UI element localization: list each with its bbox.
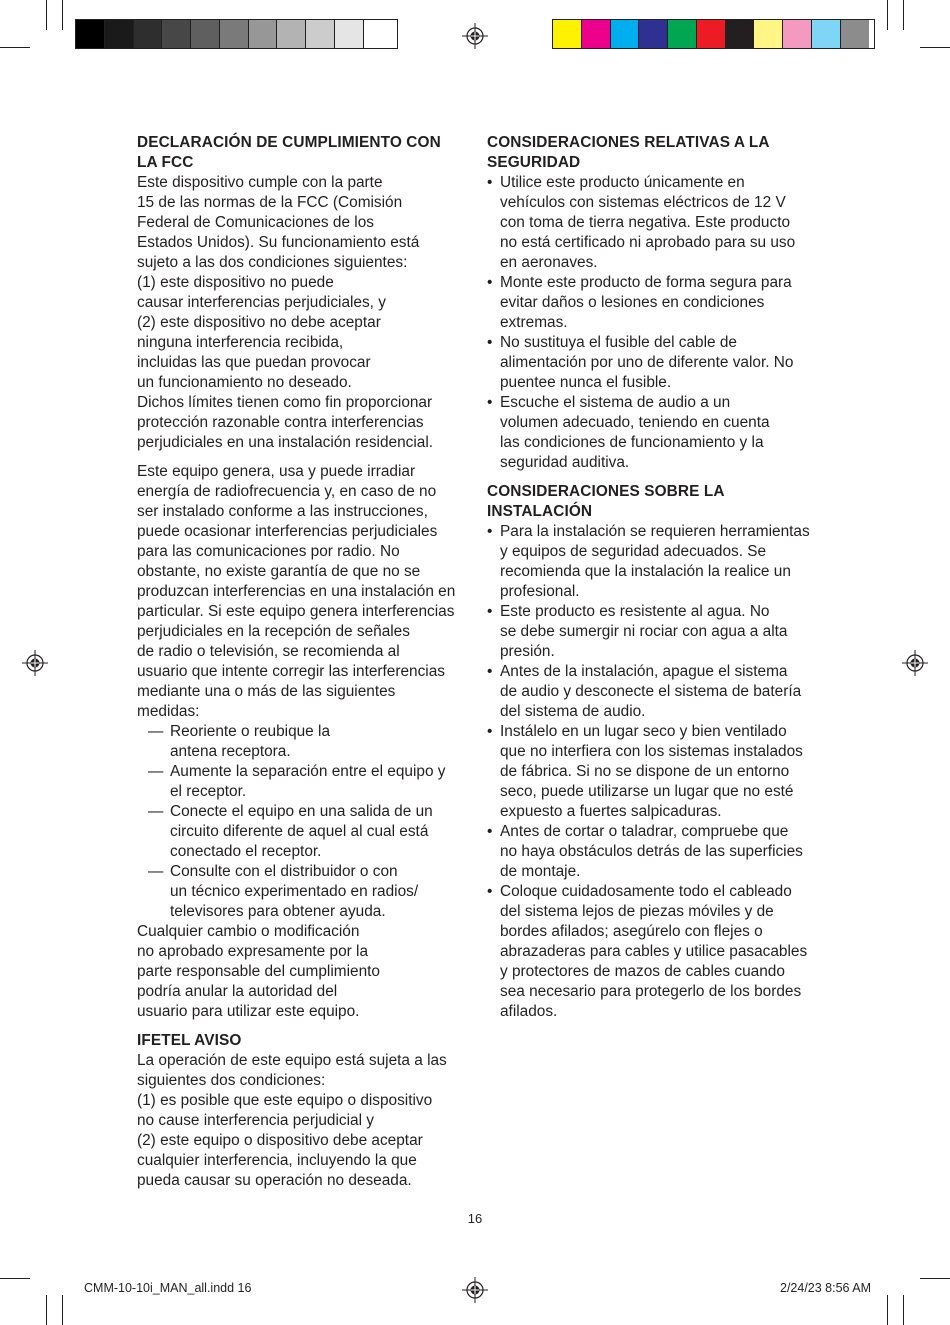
list-item: — Consulte con el distribuidor o con un técnico experimentado en radios/ televisores para obtener ayuda. [148,863,419,920]
right-column [487,133,817,1022]
safety-list [487,173,817,473]
list-item: • Monte este producto de forma segura para evitar daños o lesiones en condiciones extremas. [487,273,817,333]
color-swatch [812,20,841,48]
color-swatch [191,20,220,48]
list-item: — Conecte el equipo en una salida de un circuito diferente de aquel al cual está conectado el receptor. [148,803,433,860]
slug-filename: CMM-10-10i_MAN_all.indd 16 [84,1281,252,1295]
slug-timestamp: 2/24/23 8:56 AM [780,1281,872,1295]
color-swatch [134,20,163,48]
color-swatch [364,20,393,48]
list-item: • Este producto es resistente al agua. No se debe sumergir ni rociar con agua a alta presión. [487,602,817,662]
color-swatch [841,20,870,48]
color-swatch [668,20,697,48]
color-swatch [335,20,364,48]
fcc-heading: DECLARACIÓN DE CUMPLIMIENTO CON LA FCC [137,134,441,171]
color-swatch [726,20,755,48]
list-item: • Para la instalación se requieren herramientas y equipos de seguridad adecuados. Se recomienda que la instalación la realice un profesional. [487,522,817,602]
color-swatch [582,20,611,48]
list-item: — Aumente la separación entre el equipo y el receptor. [148,763,446,800]
color-swatch [553,20,582,48]
list-item: • Antes de cortar o taladrar, compruebe que no haya obstáculos detrás de las superficies de montaje. [487,822,817,882]
color-swatch [639,20,668,48]
color-swatch [306,20,335,48]
list-item: • Coloque cuidadosamente todo el cableado del sistema lejos de piezas móviles y de bordes afilados; asegúrelo con flejes o abrazaderas para cables y utilice pasacables y protectores de mazos de cables cuando sea necesario para protegerlo de los bordes afilados. [487,882,817,1022]
color-swatch [697,20,726,48]
ifetel-heading: IFETEL AVISO [137,1032,242,1049]
list-item: • Utilice este producto únicamente en vehículos con sistemas eléctricos de 12 V con toma de tierra negativa. Este producto no está certificado ni aprobado para su uso en aeronaves. [487,173,817,273]
color-swatch [162,20,191,48]
safety-heading: CONSIDERACIONES RELATIVAS A LA SEGURIDAD [487,134,770,171]
list-item: — Reoriente o reubique la antena receptora. [148,723,331,760]
color-swatch [249,20,278,48]
color-swatch [754,20,783,48]
ifetel-statement: La operación de este equipo está sujeta a las siguientes dos condiciones: (1) es posible que este equipo o dispositivo no cause interferencia perjudicial y (2) este equipo o dispositivo debe aceptar cualquier interferencia, incluyendo la que pueda causar su operación no deseada. [137,1052,447,1189]
list-item: • Escuche el sistema de audio a un volumen adecuado, teniendo en cuenta las condiciones de funcionamiento y la seguridad auditiva. [487,393,817,473]
color-swatch [105,20,134,48]
fcc-statement: Este dispositivo cumple con la parte 15 de las normas de la FCC (Comisión Federal de Comunicaciones de los Estados Unidos). Su funcionamiento está sujeto a las dos condiciones siguientes: (1) este dispositivo no puede causar interferencias perjudiciales, y (2) este dispositivo no debe aceptar ninguna interferencia recibida, incluidas las que puedan provocar un funcionamiento no deseado. Dichos límites tienen como fin proporcionar protección razonable contra interferencias perjudiciales en una instalación residencial. [137,174,434,451]
registration-mark-icon [902,650,928,676]
left-column [137,133,467,1191]
changes-statement: Cualquier cambio o modificación no aprobado expresamente por la parte responsable del cumplimiento podría anular la autoridad del usuario para utilizar este equipo. [137,923,380,1020]
registration-mark-icon [462,1277,488,1303]
process-color-bar [552,19,875,49]
registration-mark-icon [22,650,48,676]
installation-list [487,522,817,1022]
page-number: 16 [467,1211,483,1226]
equipment-statement: Este equipo genera, usa y puede irradiar energía de radiofrecuencia y, en caso de no ser instalado conforme a las instrucciones, puede ocasionar interferencias perjudiciales para las comunicaciones por radio. No obstante, no existe garantía de que no se produzcan interferencias en una instalación en particular. Si este equipo genera interferencias perjudiciales en la recepción de señales de radio o televisión, se recomienda al usuario que intente corregir las interferencias mediante una o más de las siguientes medidas: [137,463,456,720]
grayscale-bar [75,19,398,49]
list-item: • No sustituya el fusible del cable de alimentación por uno de diferente valor. No puentee nunca el fusible. [487,333,817,393]
color-swatch [76,20,105,48]
color-swatch [220,20,249,48]
list-item: • Instálelo en un lugar seco y bien ventilado que no interfiera con los sistemas instalados de fábrica. Si no se dispone de un entorno seco, puede utilizarse un lugar que no esté expuesto a fuertes salpicaduras. [487,722,817,822]
measures-list [137,722,467,922]
color-swatch [611,20,640,48]
registration-mark-icon [462,23,488,49]
color-swatch [783,20,812,48]
color-swatch [277,20,306,48]
installation-heading: CONSIDERACIONES SOBRE LA INSTALACIÓN [487,483,725,520]
list-item: • Antes de la instalación, apague el sistema de audio y desconecte el sistema de batería del sistema de audio. [487,662,817,722]
